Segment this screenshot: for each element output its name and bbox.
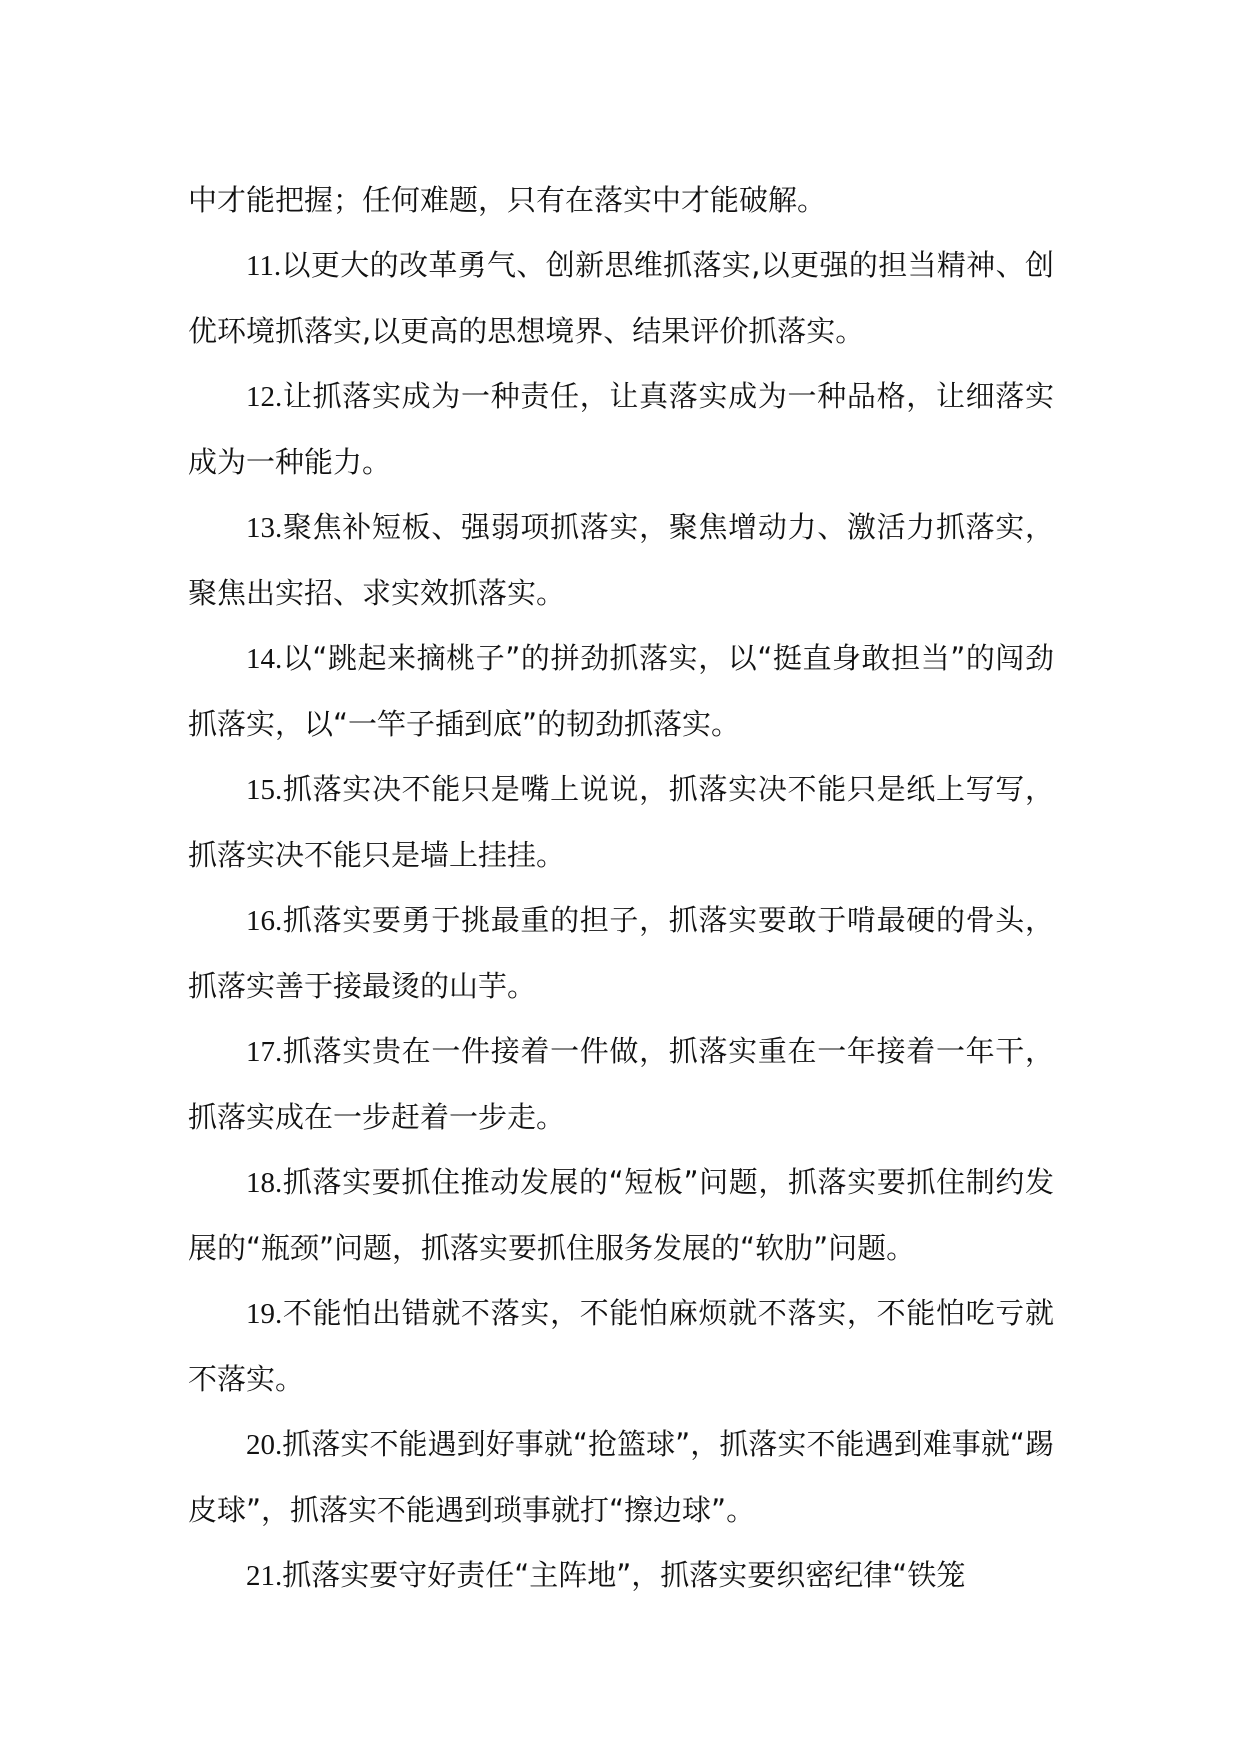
- paragraph-item-21: [188, 1543, 1054, 1609]
- paragraph-text: 抓落实要勇于挑最重的担子，抓落实要敢于啃最硬的骨头，抓落实善于接最烫的山芋。: [188, 903, 1054, 1003]
- document-body: [188, 168, 1054, 1609]
- item-number: 12.: [246, 381, 283, 413]
- paragraph-item-15: [188, 757, 1054, 888]
- item-number: 16.: [246, 905, 283, 937]
- paragraph-item-13: [188, 495, 1054, 626]
- paragraph-text: 让抓落实成为一种责任，让真落实成为一种品格，让细落实成为一种能力。: [188, 379, 1054, 479]
- item-number: 15.: [246, 774, 283, 806]
- paragraph-text: 抓落实要守好责任“主阵地”，抓落实要织密纪律“铁笼: [282, 1558, 966, 1592]
- item-number: 21.: [246, 1560, 283, 1592]
- item-number: 11.: [246, 250, 282, 282]
- item-number: 19.: [246, 1298, 283, 1330]
- paragraph-text: 抓落实不能遇到好事就“抢篮球”，抓落实不能遇到难事就“踢皮球”，抓落实不能遇到琐事就打“擦边球”。: [188, 1427, 1054, 1527]
- paragraph-text: 中才能把握；任何难题，只有在落实中才能破解。: [188, 183, 827, 217]
- paragraph-item-19: [188, 1281, 1054, 1412]
- paragraph-item-18: [188, 1150, 1054, 1281]
- paragraph-item-12: [188, 364, 1054, 495]
- paragraph-text: 抓落实决不能只是嘴上说说，抓落实决不能只是纸上写写，抓落实决不能只是墙上挂挂。: [188, 772, 1054, 872]
- paragraph-text: 以更大的改革勇气、创新思维抓落实,以更强的担当精神、创优环境抓落实,以更高的思想境界、结果评价抓落实。: [188, 248, 1054, 348]
- item-number: 17.: [246, 1036, 283, 1068]
- paragraph-text: 聚焦补短板、强弱项抓落实，聚焦增动力、激活力抓落实，聚焦出实招、求实效抓落实。: [188, 510, 1054, 610]
- item-number: 20.: [246, 1429, 283, 1461]
- item-number: 14.: [246, 643, 283, 675]
- item-number: 18.: [246, 1167, 283, 1199]
- item-number: 13.: [246, 512, 283, 544]
- paragraph-text: 不能怕出错就不落实，不能怕麻烦就不落实，不能怕吃亏就不落实。: [188, 1296, 1054, 1396]
- paragraph-item-20: [188, 1412, 1054, 1543]
- paragraph-item-17: [188, 1019, 1054, 1150]
- paragraph-text: 抓落实贵在一件接着一件做，抓落实重在一年接着一年干，抓落实成在一步赶着一步走。: [188, 1034, 1054, 1134]
- paragraph-item-14: [188, 626, 1054, 757]
- paragraph-text: 以“跳起来摘桃子”的拼劲抓落实，以“挺直身敢担当”的闯劲抓落实，以“一竿子插到底”的韧劲抓落实。: [188, 641, 1054, 741]
- paragraph-item-11: [188, 233, 1054, 364]
- paragraph-item-16: [188, 888, 1054, 1019]
- paragraph-continuation: [188, 168, 1054, 233]
- paragraph-text: 抓落实要抓住推动发展的“短板”问题，抓落实要抓住制约发展的“瓶颈”问题，抓落实要抓住服务发展的“软肋”问题。: [188, 1165, 1054, 1265]
